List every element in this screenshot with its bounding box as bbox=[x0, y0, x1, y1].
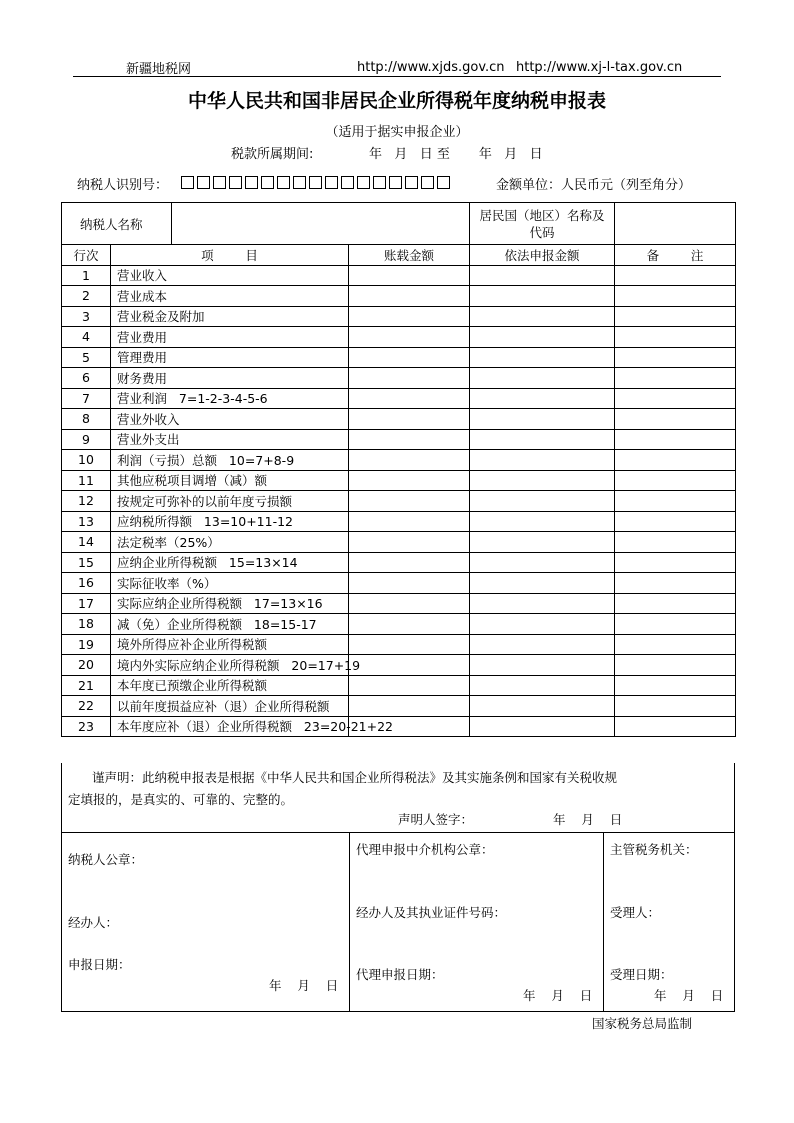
header-divider bbox=[73, 76, 721, 77]
table-row bbox=[62, 388, 736, 409]
tax-authority-label: 主管税务机关： bbox=[610, 842, 698, 857]
legal-amount-cell[interactable] bbox=[470, 573, 615, 594]
row-line-no: 14 bbox=[62, 532, 111, 553]
row-item: 实际征收率（%） bbox=[111, 573, 349, 594]
table-row bbox=[62, 368, 736, 389]
form-title: 中华人民共和国非居民企业所得税年度纳税申报表 bbox=[187, 90, 606, 112]
row-item: 实际应纳企业所得税额 17=13×16 bbox=[111, 593, 349, 614]
row-item: 营业成本 bbox=[111, 286, 349, 307]
taxpayer-id-digit-box[interactable] bbox=[293, 176, 306, 189]
table-row bbox=[62, 573, 736, 594]
site-url-2[interactable]: http://www.xj-l-tax.gov.cn bbox=[516, 60, 683, 75]
currency-unit-label: 金额单位：人民币元（列至角分） bbox=[496, 178, 692, 193]
legal-amount-cell[interactable] bbox=[470, 593, 615, 614]
row-line-no: 18 bbox=[62, 614, 111, 635]
row-line-no: 12 bbox=[62, 491, 111, 512]
row-item: 按规定可弥补的以前年度亏损额 bbox=[111, 491, 349, 512]
table-row bbox=[62, 470, 736, 491]
book-amount-cell[interactable] bbox=[349, 573, 470, 594]
remark-cell[interactable] bbox=[615, 429, 736, 450]
legal-amount-cell[interactable] bbox=[470, 347, 615, 368]
row-line-no: 3 bbox=[62, 306, 111, 327]
table-row bbox=[62, 265, 736, 286]
site-name: 新疆地税网 bbox=[126, 62, 192, 77]
row-line-no: 19 bbox=[62, 634, 111, 655]
legal-amount-cell[interactable] bbox=[470, 470, 615, 491]
row-line-no: 4 bbox=[62, 327, 111, 348]
row-item: 营业外收入 bbox=[111, 409, 349, 430]
table-row bbox=[62, 552, 736, 573]
book-amount-cell[interactable] bbox=[349, 511, 470, 532]
divider-1 bbox=[349, 833, 350, 1011]
col-header-item: 项 目 bbox=[111, 245, 349, 266]
remark-cell[interactable] bbox=[615, 655, 736, 676]
remark-cell[interactable] bbox=[615, 552, 736, 573]
table-row bbox=[62, 409, 736, 430]
legal-amount-cell[interactable] bbox=[470, 552, 615, 573]
book-amount-cell[interactable] bbox=[349, 450, 470, 471]
book-amount-cell[interactable] bbox=[349, 429, 470, 450]
table-row bbox=[62, 532, 736, 553]
legal-amount-cell[interactable] bbox=[470, 327, 615, 348]
table-row bbox=[62, 696, 736, 717]
remark-cell[interactable] bbox=[615, 696, 736, 717]
divider-2 bbox=[603, 833, 604, 1011]
row-item: 财务费用 bbox=[111, 368, 349, 389]
taxpayer-id-digit-box[interactable] bbox=[181, 176, 194, 189]
form-subtitle: （适用于据实申报企业） bbox=[325, 125, 469, 140]
supervisor-footer: 国家税务总局监制 bbox=[592, 1016, 693, 1031]
legal-amount-cell[interactable] bbox=[470, 634, 615, 655]
book-amount-cell[interactable] bbox=[349, 552, 470, 573]
taxpayer-id-digit-box[interactable] bbox=[245, 176, 258, 189]
remark-cell[interactable] bbox=[615, 409, 736, 430]
legal-amount-cell[interactable] bbox=[470, 429, 615, 450]
legal-amount-cell[interactable] bbox=[470, 716, 615, 737]
row-line-no: 23 bbox=[62, 716, 111, 737]
taxpayer-id-digit-box[interactable] bbox=[357, 176, 370, 189]
remark-cell[interactable] bbox=[615, 573, 736, 594]
taxpayer-id-digit-box[interactable] bbox=[341, 176, 354, 189]
taxpayer-id-digit-box[interactable] bbox=[213, 176, 226, 189]
receiver-label: 受理人： bbox=[610, 905, 661, 920]
taxpayer-id-digit-box[interactable] bbox=[309, 176, 322, 189]
row-line-no: 9 bbox=[62, 429, 111, 450]
book-amount-cell[interactable] bbox=[349, 491, 470, 512]
book-amount-cell[interactable] bbox=[349, 368, 470, 389]
book-amount-cell[interactable] bbox=[349, 675, 470, 696]
row-item: 营业费用 bbox=[111, 327, 349, 348]
table-row bbox=[62, 491, 736, 512]
remark-cell[interactable] bbox=[615, 286, 736, 307]
row-item: 营业利润 7=1-2-3-4-5-6 bbox=[111, 388, 349, 409]
book-amount-cell[interactable] bbox=[349, 327, 470, 348]
agency-seal-label: 代理申报中介机构公章： bbox=[356, 842, 494, 857]
book-amount-cell[interactable] bbox=[349, 655, 470, 676]
remark-cell[interactable] bbox=[615, 327, 736, 348]
taxpayer-id-boxes[interactable] bbox=[181, 172, 453, 191]
remark-cell[interactable] bbox=[615, 450, 736, 471]
taxpayer-handler-label: 经办人： bbox=[68, 915, 119, 930]
taxpayer-id-digit-box[interactable] bbox=[325, 176, 338, 189]
row-line-no: 1 bbox=[62, 265, 111, 286]
book-amount-cell[interactable] bbox=[349, 347, 470, 368]
signature-section bbox=[61, 833, 735, 1012]
row-line-no: 20 bbox=[62, 655, 111, 676]
row-line-no: 16 bbox=[62, 573, 111, 594]
col-header-book-amount: 账载金额 bbox=[349, 245, 470, 266]
book-amount-cell[interactable] bbox=[349, 532, 470, 553]
declaration-table bbox=[61, 202, 736, 737]
row-item: 境外所得应补企业所得税额 bbox=[111, 634, 349, 655]
row-line-no: 7 bbox=[62, 388, 111, 409]
agency-date: 年 月 日 bbox=[523, 988, 593, 1003]
legal-amount-cell[interactable] bbox=[470, 532, 615, 553]
taxpayer-id-digit-box[interactable] bbox=[197, 176, 210, 189]
remark-cell[interactable] bbox=[615, 716, 736, 737]
row-item: 利润（亏损）总额 10=7+8-9 bbox=[111, 450, 349, 471]
agency-date-label: 代理申报日期： bbox=[356, 967, 444, 982]
table-row bbox=[62, 716, 736, 737]
row-line-no: 2 bbox=[62, 286, 111, 307]
book-amount-cell[interactable] bbox=[349, 614, 470, 635]
legal-amount-cell[interactable] bbox=[470, 388, 615, 409]
book-amount-cell[interactable] bbox=[349, 634, 470, 655]
remark-cell[interactable] bbox=[615, 511, 736, 532]
taxpayer-id-digit-box[interactable] bbox=[373, 176, 386, 189]
filing-date: 年 月 日 bbox=[269, 978, 339, 993]
taxpayer-id-digit-box[interactable] bbox=[421, 176, 434, 189]
country-label-line1: 居民国（地区）名称及 bbox=[479, 207, 605, 223]
row-item: 营业外支出 bbox=[111, 429, 349, 450]
taxpayer-id-digit-box[interactable] bbox=[229, 176, 242, 189]
country-label bbox=[470, 203, 615, 245]
remark-cell[interactable] bbox=[615, 675, 736, 696]
column-header-row bbox=[62, 245, 736, 266]
remark-cell[interactable] bbox=[615, 368, 736, 389]
statement-line2: 定填报的，是真实的、可靠的、完整的。 bbox=[68, 792, 294, 807]
remark-cell[interactable] bbox=[615, 388, 736, 409]
table-row bbox=[62, 675, 736, 696]
remark-cell[interactable] bbox=[615, 306, 736, 327]
period-value: 年 月 日 至 年 月 日 bbox=[369, 147, 543, 162]
row-item: 应纳税所得额 13=10+11-12 bbox=[111, 511, 349, 532]
legal-amount-cell[interactable] bbox=[470, 696, 615, 717]
statement-line1: 谨声明：此纳税申报表是根据《中华人民共和国企业所得税法》及其实施条例和国家有关税收规 bbox=[92, 770, 618, 785]
taxpayer-id-digit-box[interactable] bbox=[437, 176, 450, 189]
col-header-remark: 备 注 bbox=[615, 245, 736, 266]
book-amount-cell[interactable] bbox=[349, 388, 470, 409]
table-row bbox=[62, 655, 736, 676]
row-line-no: 5 bbox=[62, 347, 111, 368]
legal-amount-cell[interactable] bbox=[470, 286, 615, 307]
legal-amount-cell[interactable] bbox=[470, 409, 615, 430]
remark-cell[interactable] bbox=[615, 265, 736, 286]
table-rows bbox=[62, 265, 736, 737]
table-row bbox=[62, 450, 736, 471]
row-line-no: 6 bbox=[62, 368, 111, 389]
row-item: 营业税金及附加 bbox=[111, 306, 349, 327]
taxpayer-name-row bbox=[62, 203, 736, 245]
book-amount-cell[interactable] bbox=[349, 286, 470, 307]
agency-handler-label: 经办人及其执业证件号码： bbox=[356, 905, 507, 920]
legal-amount-cell[interactable] bbox=[470, 450, 615, 471]
row-line-no: 8 bbox=[62, 409, 111, 430]
book-amount-cell[interactable] bbox=[349, 265, 470, 286]
remark-cell[interactable] bbox=[615, 347, 736, 368]
legal-amount-cell[interactable] bbox=[470, 614, 615, 635]
site-url-1[interactable]: http://www.xjds.gov.cn bbox=[357, 60, 505, 75]
col-header-legal-amount: 依法申报金额 bbox=[470, 245, 615, 266]
row-line-no: 21 bbox=[62, 675, 111, 696]
row-line-no: 17 bbox=[62, 593, 111, 614]
table-row bbox=[62, 347, 736, 368]
table-row bbox=[62, 306, 736, 327]
remark-cell[interactable] bbox=[615, 593, 736, 614]
book-amount-cell[interactable] bbox=[349, 470, 470, 491]
taxpayer-seal-label: 纳税人公章： bbox=[68, 852, 144, 867]
row-line-no: 13 bbox=[62, 511, 111, 532]
row-item: 境内外实际应纳企业所得税额 20=17+19 bbox=[111, 655, 349, 676]
row-item: 其他应税项目调增（减）额 bbox=[111, 470, 349, 491]
taxpayer-name-label: 纳税人名称 bbox=[62, 203, 172, 245]
row-item: 以前年度损益应补（退）企业所得税额 bbox=[111, 696, 349, 717]
row-item: 本年度已预缴企业所得税额 bbox=[111, 675, 349, 696]
legal-amount-cell[interactable] bbox=[470, 655, 615, 676]
remark-cell[interactable] bbox=[615, 532, 736, 553]
row-item: 应纳企业所得税额 15=13×14 bbox=[111, 552, 349, 573]
remark-cell[interactable] bbox=[615, 614, 736, 635]
table-row bbox=[62, 327, 736, 348]
row-line-no: 15 bbox=[62, 552, 111, 573]
legal-amount-cell[interactable] bbox=[470, 265, 615, 286]
statement-date: 年 月 日 bbox=[553, 812, 623, 827]
remark-cell[interactable] bbox=[615, 491, 736, 512]
row-line-no: 11 bbox=[62, 470, 111, 491]
legal-amount-cell[interactable] bbox=[470, 306, 615, 327]
remark-cell[interactable] bbox=[615, 470, 736, 491]
table-row bbox=[62, 511, 736, 532]
book-amount-cell[interactable] bbox=[349, 306, 470, 327]
taxpayer-id-digit-box[interactable] bbox=[277, 176, 290, 189]
legal-amount-cell[interactable] bbox=[470, 368, 615, 389]
table-row bbox=[62, 286, 736, 307]
row-item: 管理费用 bbox=[111, 347, 349, 368]
table-row bbox=[62, 593, 736, 614]
declaration-statement bbox=[61, 763, 735, 833]
country-label-line2: 代码 bbox=[529, 224, 555, 240]
col-header-line-no: 行次 bbox=[62, 245, 111, 266]
taxpayer-id-digit-box[interactable] bbox=[261, 176, 274, 189]
taxpayer-id-label: 纳税人识别号： bbox=[77, 178, 169, 193]
row-item: 营业收入 bbox=[111, 265, 349, 286]
legal-amount-cell[interactable] bbox=[470, 511, 615, 532]
taxpayer-name-field[interactable] bbox=[172, 203, 470, 245]
book-amount-cell[interactable] bbox=[349, 593, 470, 614]
period-label: 税款所属期间: bbox=[231, 147, 314, 162]
receipt-date-label: 受理日期： bbox=[610, 967, 673, 982]
country-field[interactable] bbox=[615, 203, 736, 245]
table-row bbox=[62, 614, 736, 635]
table-row bbox=[62, 634, 736, 655]
receipt-date: 年 月 日 bbox=[654, 988, 724, 1003]
legal-amount-cell[interactable] bbox=[470, 491, 615, 512]
book-amount-cell[interactable] bbox=[349, 696, 470, 717]
table-row bbox=[62, 429, 736, 450]
legal-amount-cell[interactable] bbox=[470, 675, 615, 696]
filing-date-label: 申报日期： bbox=[68, 957, 131, 972]
taxpayer-id-digit-box[interactable] bbox=[389, 176, 402, 189]
signature-label: 声明人签字： bbox=[398, 812, 474, 827]
row-item: 减（免）企业所得税额 18=15-17 bbox=[111, 614, 349, 635]
row-line-no: 22 bbox=[62, 696, 111, 717]
row-item: 本年度应补（退）企业所得税额 23=20-21+22 bbox=[111, 716, 349, 737]
taxpayer-id-digit-box[interactable] bbox=[405, 176, 418, 189]
remark-cell[interactable] bbox=[615, 634, 736, 655]
signature-field[interactable] bbox=[474, 812, 544, 828]
row-line-no: 10 bbox=[62, 450, 111, 471]
book-amount-cell[interactable] bbox=[349, 409, 470, 430]
row-item: 法定税率（25%） bbox=[111, 532, 349, 553]
